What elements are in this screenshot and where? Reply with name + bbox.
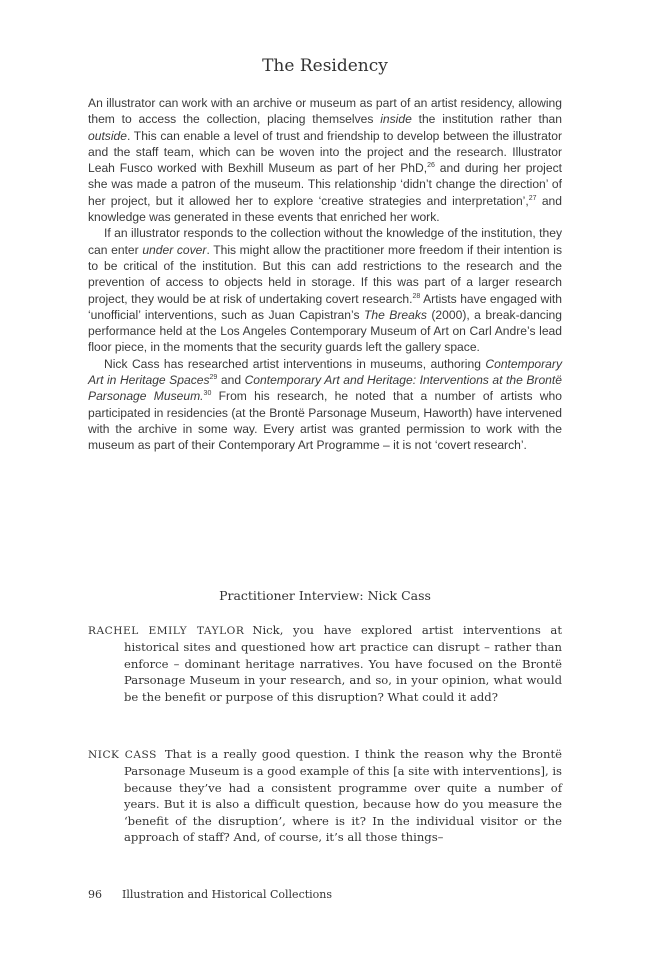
text-run: and <box>217 373 245 388</box>
footnote-ref: 26 <box>427 162 435 170</box>
footnote-ref: 27 <box>528 194 537 202</box>
interview-heading: Practitioner Interview: Nick Cass <box>219 588 431 603</box>
speaker-text: That is a really good question. I think the reason why the Brontë Parsonage Museum is a good example of this [a site with interventions], is because they’ve had a consistent programme over quite a number of years. But it is also a difficult question, because how do you measure the ‘benefit of the disruption’, where is it? In the individual visitor or the approach of staff? And, of course, it’s all those things– <box>124 747 562 845</box>
page-number: 96 <box>88 888 102 901</box>
body-paragraph <box>88 225 562 355</box>
speaker-text: Nick, you have explored artist interventions at historical sites and questioned how art practice can disrupt – rather than enforce – dominant heritage narratives. You have focused on the Brontë Parsonage Museum in your research, and so, in your opinion, what would be the benefit or purpose of this disruption? What could it add? <box>124 623 562 704</box>
text-run: . This can enable a level of trust and friendship to develop between the illustrator and the staff team, which can be woven into the project and the research. Illustrator Leah Fusco worked with Bexhill Museum as part of her PhD, <box>88 128 562 176</box>
text-run: under cover <box>142 242 207 257</box>
text-run: . This might allow the practitioner more freedom if their intention is to be critical of the institution. But this can add restrictions to the research and the prevention of access to objects held in storage. If this was part of a larger research project, they would be at risk of undertaking covert research. <box>88 242 562 306</box>
text-run: An illustrator can work with an archive or museum as part of an artist residency, allowing them to access the collection, placing themselves <box>88 96 562 127</box>
text-run: and knowledge was generated in these events that enriched her work. <box>88 193 563 225</box>
text-run: and during her project she was made a patron of the museum. This relationship ‘didn’t change the direction’ of her project, but it allowed her to explore ‘creative strategies and interpretation’, <box>88 161 563 208</box>
interview-entry-answer <box>88 746 562 845</box>
body-paragraph <box>88 95 562 225</box>
text-run: outside <box>88 128 127 143</box>
text-run: If an illustrator responds to the collection without the knowledge of the institution, they can enter <box>88 226 562 257</box>
section-title: The Residency <box>262 56 388 76</box>
text-run: Contemporary Art in Heritage Spaces <box>88 356 562 388</box>
speaker-name: RACHEL EMILY TAYLOR <box>88 625 245 637</box>
speaker-name: NICK CASS <box>88 749 157 761</box>
text-run: Artists have engaged with ‘unofficial’ interventions, such as Juan Capistran’s <box>88 291 562 322</box>
body-paragraph <box>88 356 562 454</box>
footnote-ref: 29 <box>209 374 218 382</box>
text-run: the institution rather than <box>411 112 562 127</box>
running-title: Illustration and Historical Collections <box>122 888 333 901</box>
footnote-ref: 30 <box>203 390 212 398</box>
footnote-ref: 28 <box>412 292 421 300</box>
text-run: Nick Cass has researched artist interventions in museums, authoring <box>104 356 486 371</box>
interview-entry-question <box>88 622 562 705</box>
text-run: From his research, he noted that a number of artists who participated in residencies (at the Brontë Parsonage Museum, Haworth) have intervened with the archive in some way. Every artist was granted permission to work with the museum as part of their Contemporary Art Programme – it is not ‘covert research’. <box>88 389 562 453</box>
body-text <box>88 95 562 454</box>
text-run: (2000), a break-dancing performance held at the Los Angeles Contemporary Museum of Art on Carl Andre’s lead floor piece, in the moments that the security guards left the gallery space. <box>88 307 562 355</box>
text-run: The Breaks <box>363 307 427 322</box>
page-footer <box>88 888 562 901</box>
text-run: inside <box>380 112 412 127</box>
text-run: Contemporary Art and Heritage: Interventions at the Brontë Parsonage Museum. <box>88 373 562 404</box>
